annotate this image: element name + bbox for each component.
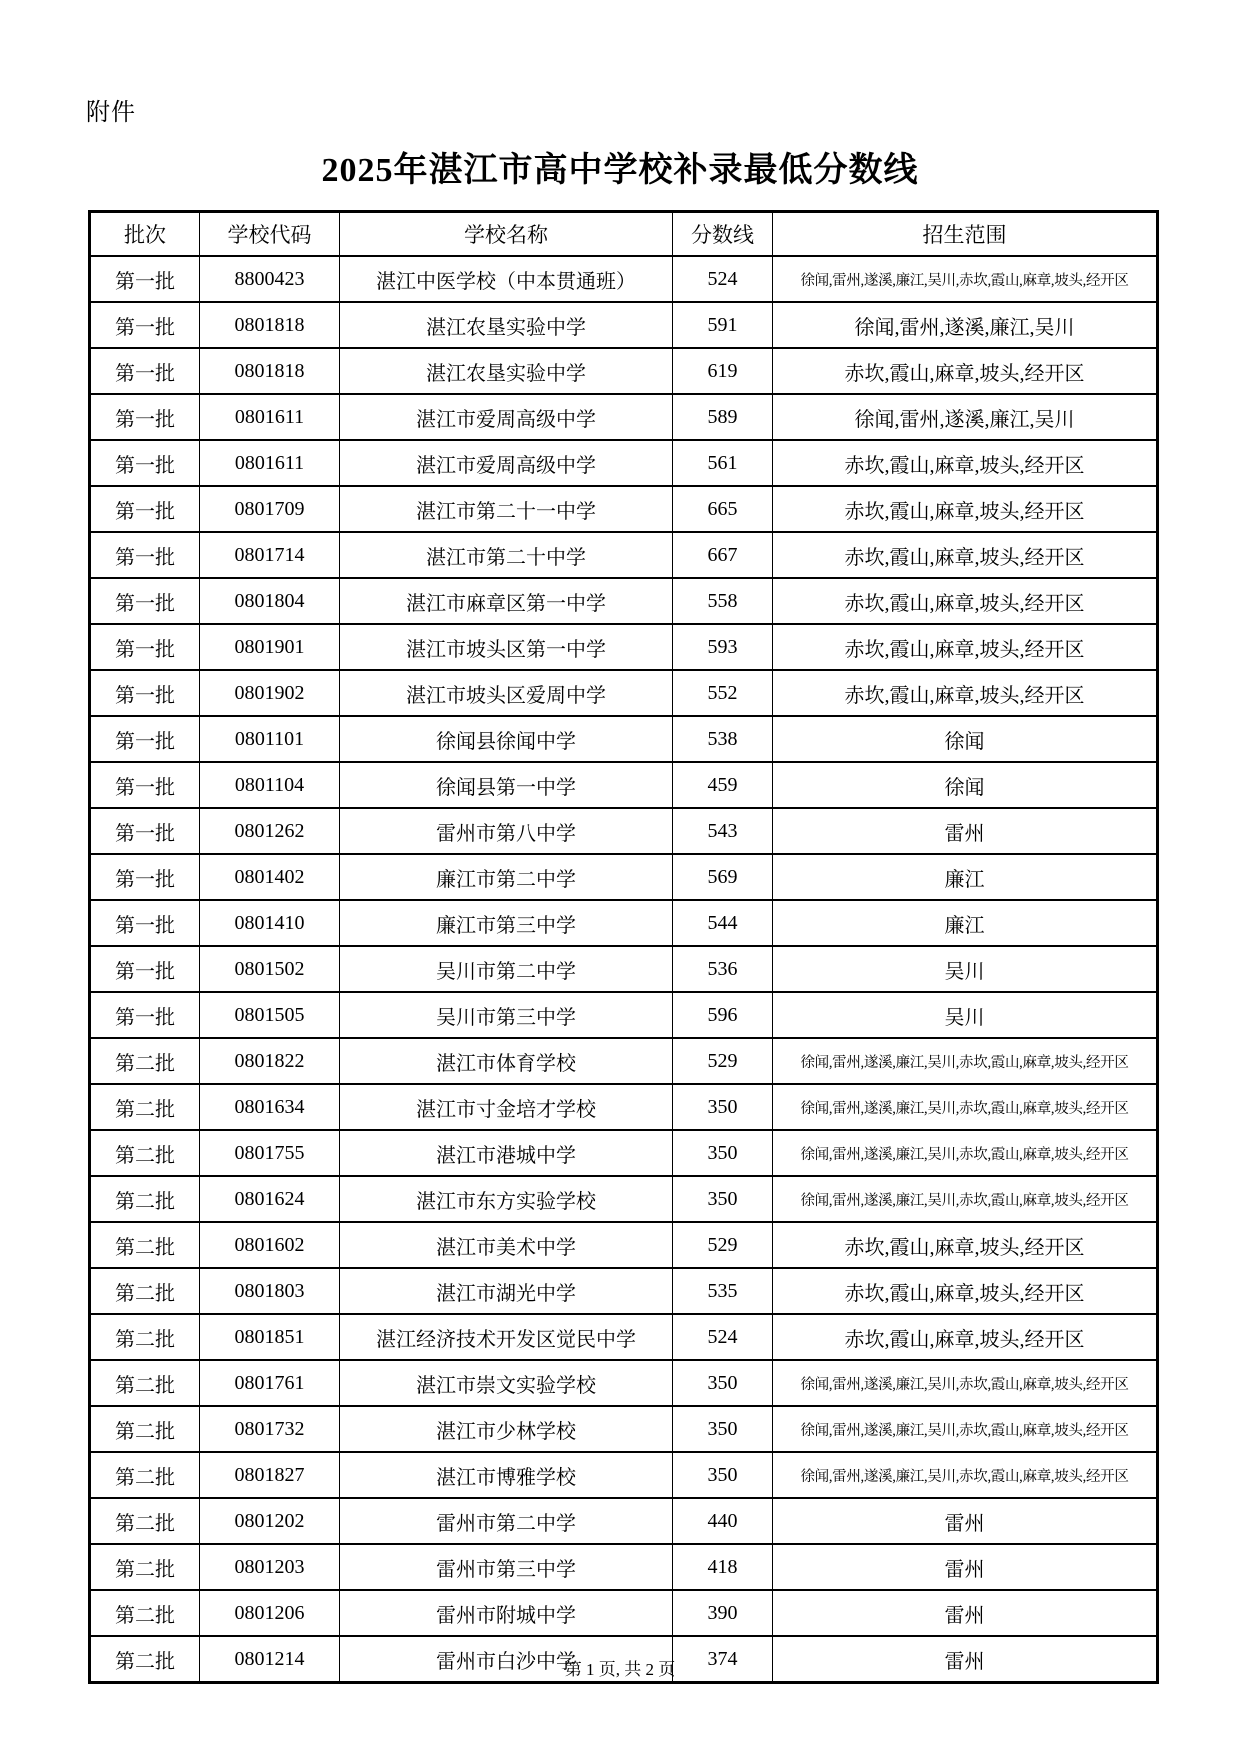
cell-score: 535 bbox=[673, 1268, 773, 1314]
cell-score: 593 bbox=[673, 624, 773, 670]
cell-range: 雷州 bbox=[773, 1544, 1158, 1590]
cell-code: 0801203 bbox=[200, 1544, 340, 1590]
table-row bbox=[90, 532, 1158, 578]
cell-name: 雷州市白沙中学 bbox=[340, 1636, 673, 1683]
table-row bbox=[90, 1452, 1158, 1498]
cell-range: 徐闻,雷州,遂溪,廉江,吴川,赤坎,霞山,麻章,坡头,经开区 bbox=[773, 1406, 1158, 1452]
cell-score: 529 bbox=[673, 1222, 773, 1268]
cell-code: 0801902 bbox=[200, 670, 340, 716]
score-table bbox=[88, 210, 1159, 1684]
page-title: 2025年湛江市高中学校补录最低分数线 bbox=[321, 152, 919, 189]
table-row bbox=[90, 1498, 1158, 1544]
table-row bbox=[90, 1406, 1158, 1452]
cell-batch: 第二批 bbox=[90, 1406, 200, 1452]
cell-batch: 第二批 bbox=[90, 1360, 200, 1406]
cell-score: 350 bbox=[673, 1130, 773, 1176]
cell-code: 0801732 bbox=[200, 1406, 340, 1452]
table-row bbox=[90, 440, 1158, 486]
cell-name: 雷州市第八中学 bbox=[340, 808, 673, 854]
cell-range: 赤坎,霞山,麻章,坡头,经开区 bbox=[773, 486, 1158, 532]
cell-batch: 第一批 bbox=[90, 716, 200, 762]
cell-name: 湛江市第二十中学 bbox=[340, 532, 673, 578]
cell-range: 赤坎,霞山,麻章,坡头,经开区 bbox=[773, 624, 1158, 670]
table-row bbox=[90, 1038, 1158, 1084]
table-row bbox=[90, 670, 1158, 716]
cell-range: 徐闻,雷州,遂溪,廉江,吴川,赤坎,霞山,麻章,坡头,经开区 bbox=[773, 1360, 1158, 1406]
cell-score: 596 bbox=[673, 992, 773, 1038]
cell-code: 0801755 bbox=[200, 1130, 340, 1176]
cell-code: 0801761 bbox=[200, 1360, 340, 1406]
table-header-row bbox=[90, 212, 1158, 257]
cell-name: 湛江市坡头区第一中学 bbox=[340, 624, 673, 670]
column-header: 分数线 bbox=[673, 212, 773, 257]
cell-name: 湛江市麻章区第一中学 bbox=[340, 578, 673, 624]
cell-range: 赤坎,霞山,麻章,坡头,经开区 bbox=[773, 1314, 1158, 1360]
cell-code: 0801214 bbox=[200, 1636, 340, 1683]
table-header bbox=[90, 212, 1158, 257]
cell-range: 雷州 bbox=[773, 1590, 1158, 1636]
cell-range: 徐闻,雷州,遂溪,廉江,吴川,赤坎,霞山,麻章,坡头,经开区 bbox=[773, 256, 1158, 302]
table-row bbox=[90, 394, 1158, 440]
table-row bbox=[90, 716, 1158, 762]
cell-name: 湛江中医学校（中本贯通班） bbox=[340, 256, 673, 302]
table-row bbox=[90, 1130, 1158, 1176]
cell-code: 0801402 bbox=[200, 854, 340, 900]
cell-code: 0801202 bbox=[200, 1498, 340, 1544]
table-body bbox=[90, 256, 1158, 1683]
cell-batch: 第一批 bbox=[90, 578, 200, 624]
cell-code: 0801803 bbox=[200, 1268, 340, 1314]
cell-name: 廉江市第三中学 bbox=[340, 900, 673, 946]
column-header: 招生范围 bbox=[773, 212, 1158, 257]
cell-score: 418 bbox=[673, 1544, 773, 1590]
cell-range: 徐闻,雷州,遂溪,廉江,吴川,赤坎,霞山,麻章,坡头,经开区 bbox=[773, 1084, 1158, 1130]
cell-range: 徐闻,雷州,遂溪,廉江,吴川,赤坎,霞山,麻章,坡头,经开区 bbox=[773, 1130, 1158, 1176]
cell-name: 徐闻县第一中学 bbox=[340, 762, 673, 808]
cell-score: 524 bbox=[673, 256, 773, 302]
table-row bbox=[90, 486, 1158, 532]
table-row bbox=[90, 1314, 1158, 1360]
table-row bbox=[90, 624, 1158, 670]
cell-score: 350 bbox=[673, 1452, 773, 1498]
cell-batch: 第一批 bbox=[90, 440, 200, 486]
cell-name: 湛江经济技术开发区觉民中学 bbox=[340, 1314, 673, 1360]
cell-range: 赤坎,霞山,麻章,坡头,经开区 bbox=[773, 1222, 1158, 1268]
cell-batch: 第二批 bbox=[90, 1084, 200, 1130]
cell-score: 558 bbox=[673, 578, 773, 624]
cell-score: 350 bbox=[673, 1084, 773, 1130]
cell-batch: 第二批 bbox=[90, 1636, 200, 1683]
cell-score: 538 bbox=[673, 716, 773, 762]
cell-score: 459 bbox=[673, 762, 773, 808]
cell-range: 赤坎,霞山,麻章,坡头,经开区 bbox=[773, 532, 1158, 578]
table-row bbox=[90, 302, 1158, 348]
cell-batch: 第二批 bbox=[90, 1544, 200, 1590]
cell-score: 667 bbox=[673, 532, 773, 578]
cell-range: 吴川 bbox=[773, 946, 1158, 992]
cell-range: 徐闻,雷州,遂溪,廉江,吴川,赤坎,霞山,麻章,坡头,经开区 bbox=[773, 1452, 1158, 1498]
cell-code: 0801709 bbox=[200, 486, 340, 532]
page-number: 第 1 页, 共 2 页 bbox=[564, 1660, 676, 1679]
cell-batch: 第一批 bbox=[90, 946, 200, 992]
cell-score: 350 bbox=[673, 1406, 773, 1452]
cell-code: 8800423 bbox=[200, 256, 340, 302]
cell-score: 569 bbox=[673, 854, 773, 900]
cell-range: 徐闻,雷州,遂溪,廉江,吴川 bbox=[773, 394, 1158, 440]
cell-code: 0801505 bbox=[200, 992, 340, 1038]
cell-batch: 第一批 bbox=[90, 624, 200, 670]
table-row bbox=[90, 946, 1158, 992]
cell-range: 赤坎,霞山,麻章,坡头,经开区 bbox=[773, 670, 1158, 716]
cell-score: 543 bbox=[673, 808, 773, 854]
cell-name: 湛江市湖光中学 bbox=[340, 1268, 673, 1314]
cell-range: 雷州 bbox=[773, 1498, 1158, 1544]
cell-batch: 第二批 bbox=[90, 1590, 200, 1636]
cell-name: 湛江市港城中学 bbox=[340, 1130, 673, 1176]
cell-batch: 第二批 bbox=[90, 1176, 200, 1222]
cell-code: 0801901 bbox=[200, 624, 340, 670]
cell-batch: 第一批 bbox=[90, 256, 200, 302]
cell-code: 0801602 bbox=[200, 1222, 340, 1268]
cell-range: 赤坎,霞山,麻章,坡头,经开区 bbox=[773, 440, 1158, 486]
cell-code: 0801714 bbox=[200, 532, 340, 578]
cell-score: 350 bbox=[673, 1176, 773, 1222]
cell-batch: 第二批 bbox=[90, 1268, 200, 1314]
cell-name: 湛江市美术中学 bbox=[340, 1222, 673, 1268]
table-row bbox=[90, 1268, 1158, 1314]
cell-score: 440 bbox=[673, 1498, 773, 1544]
column-header: 学校代码 bbox=[200, 212, 340, 257]
cell-name: 湛江农垦实验中学 bbox=[340, 348, 673, 394]
cell-range: 廉江 bbox=[773, 900, 1158, 946]
cell-range: 赤坎,霞山,麻章,坡头,经开区 bbox=[773, 348, 1158, 394]
table-row bbox=[90, 854, 1158, 900]
cell-batch: 第一批 bbox=[90, 532, 200, 578]
cell-score: 350 bbox=[673, 1360, 773, 1406]
cell-score: 552 bbox=[673, 670, 773, 716]
cell-code: 0801804 bbox=[200, 578, 340, 624]
cell-batch: 第一批 bbox=[90, 808, 200, 854]
cell-batch: 第一批 bbox=[90, 992, 200, 1038]
cell-range: 廉江 bbox=[773, 854, 1158, 900]
cell-batch: 第一批 bbox=[90, 394, 200, 440]
cell-name: 廉江市第二中学 bbox=[340, 854, 673, 900]
cell-batch: 第一批 bbox=[90, 854, 200, 900]
cell-name: 湛江市第二十一中学 bbox=[340, 486, 673, 532]
cell-batch: 第一批 bbox=[90, 486, 200, 532]
cell-code: 0801822 bbox=[200, 1038, 340, 1084]
table-row bbox=[90, 1222, 1158, 1268]
cell-score: 524 bbox=[673, 1314, 773, 1360]
table-row bbox=[90, 992, 1158, 1038]
table-row bbox=[90, 1590, 1158, 1636]
cell-name: 湛江市崇文实验学校 bbox=[340, 1360, 673, 1406]
cell-code: 0801101 bbox=[200, 716, 340, 762]
cell-code: 0801634 bbox=[200, 1084, 340, 1130]
cell-name: 雷州市第三中学 bbox=[340, 1544, 673, 1590]
cell-name: 湛江市东方实验学校 bbox=[340, 1176, 673, 1222]
cell-batch: 第一批 bbox=[90, 900, 200, 946]
cell-name: 吴川市第三中学 bbox=[340, 992, 673, 1038]
cell-name: 湛江市爱周高级中学 bbox=[340, 440, 673, 486]
cell-range: 赤坎,霞山,麻章,坡头,经开区 bbox=[773, 1268, 1158, 1314]
cell-name: 湛江市爱周高级中学 bbox=[340, 394, 673, 440]
attachment-label: 附件 bbox=[86, 100, 136, 126]
cell-batch: 第一批 bbox=[90, 762, 200, 808]
table-row bbox=[90, 1544, 1158, 1590]
cell-score: 619 bbox=[673, 348, 773, 394]
cell-batch: 第二批 bbox=[90, 1038, 200, 1084]
cell-code: 0801851 bbox=[200, 1314, 340, 1360]
cell-score: 390 bbox=[673, 1590, 773, 1636]
column-header: 批次 bbox=[90, 212, 200, 257]
cell-code: 0801611 bbox=[200, 394, 340, 440]
cell-range: 赤坎,霞山,麻章,坡头,经开区 bbox=[773, 578, 1158, 624]
cell-score: 561 bbox=[673, 440, 773, 486]
cell-name: 湛江市坡头区爱周中学 bbox=[340, 670, 673, 716]
cell-name: 吴川市第二中学 bbox=[340, 946, 673, 992]
cell-batch: 第二批 bbox=[90, 1452, 200, 1498]
cell-code: 0801624 bbox=[200, 1176, 340, 1222]
cell-name: 雷州市第二中学 bbox=[340, 1498, 673, 1544]
cell-code: 0801502 bbox=[200, 946, 340, 992]
cell-batch: 第一批 bbox=[90, 302, 200, 348]
table-row bbox=[90, 1360, 1158, 1406]
table-row bbox=[90, 762, 1158, 808]
cell-range: 徐闻 bbox=[773, 716, 1158, 762]
cell-score: 536 bbox=[673, 946, 773, 992]
cell-name: 湛江市少林学校 bbox=[340, 1406, 673, 1452]
cell-batch: 第二批 bbox=[90, 1130, 200, 1176]
cell-range: 吴川 bbox=[773, 992, 1158, 1038]
cell-range: 徐闻,雷州,遂溪,廉江,吴川 bbox=[773, 302, 1158, 348]
cell-score: 589 bbox=[673, 394, 773, 440]
cell-name: 湛江农垦实验中学 bbox=[340, 302, 673, 348]
table-row bbox=[90, 348, 1158, 394]
table-row bbox=[90, 900, 1158, 946]
cell-code: 0801818 bbox=[200, 302, 340, 348]
cell-batch: 第二批 bbox=[90, 1498, 200, 1544]
cell-score: 665 bbox=[673, 486, 773, 532]
table-row bbox=[90, 1176, 1158, 1222]
table-row bbox=[90, 256, 1158, 302]
cell-range: 雷州 bbox=[773, 1636, 1158, 1683]
cell-name: 湛江市博雅学校 bbox=[340, 1452, 673, 1498]
cell-score: 544 bbox=[673, 900, 773, 946]
cell-batch: 第二批 bbox=[90, 1222, 200, 1268]
cell-score: 529 bbox=[673, 1038, 773, 1084]
cell-code: 0801827 bbox=[200, 1452, 340, 1498]
cell-name: 徐闻县徐闻中学 bbox=[340, 716, 673, 762]
cell-code: 0801611 bbox=[200, 440, 340, 486]
cell-name: 雷州市附城中学 bbox=[340, 1590, 673, 1636]
table-row bbox=[90, 578, 1158, 624]
table-row bbox=[90, 1084, 1158, 1130]
cell-batch: 第二批 bbox=[90, 1314, 200, 1360]
cell-score: 591 bbox=[673, 302, 773, 348]
cell-range: 徐闻,雷州,遂溪,廉江,吴川,赤坎,霞山,麻章,坡头,经开区 bbox=[773, 1038, 1158, 1084]
cell-code: 0801262 bbox=[200, 808, 340, 854]
cell-range: 雷州 bbox=[773, 808, 1158, 854]
cell-code: 0801818 bbox=[200, 348, 340, 394]
cell-code: 0801104 bbox=[200, 762, 340, 808]
cell-code: 0801410 bbox=[200, 900, 340, 946]
cell-score: 374 bbox=[673, 1636, 773, 1683]
cell-code: 0801206 bbox=[200, 1590, 340, 1636]
cell-range: 徐闻,雷州,遂溪,廉江,吴川,赤坎,霞山,麻章,坡头,经开区 bbox=[773, 1176, 1158, 1222]
table-row bbox=[90, 808, 1158, 854]
cell-batch: 第一批 bbox=[90, 670, 200, 716]
column-header: 学校名称 bbox=[340, 212, 673, 257]
cell-name: 湛江市寸金培才学校 bbox=[340, 1084, 673, 1130]
cell-name: 湛江市体育学校 bbox=[340, 1038, 673, 1084]
cell-range: 徐闻 bbox=[773, 762, 1158, 808]
cell-batch: 第一批 bbox=[90, 348, 200, 394]
